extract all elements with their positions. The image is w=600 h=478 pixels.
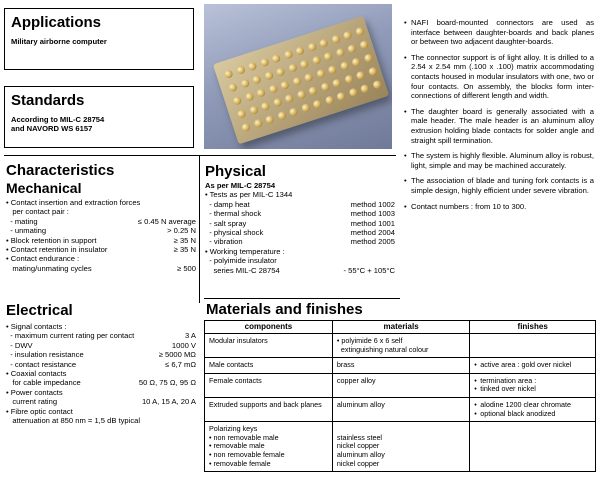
connector-pin	[284, 94, 294, 104]
connector-pin	[280, 80, 290, 90]
connector-pin	[275, 67, 285, 77]
column-header-components: components	[205, 321, 333, 334]
finish-cell	[470, 334, 596, 358]
physical-section	[205, 163, 395, 275]
connector-pin	[363, 53, 373, 63]
connector-pin	[312, 99, 322, 109]
cell-text: • non removable male	[209, 432, 279, 442]
spec-label: - contact resistance	[6, 359, 77, 369]
connector-pin	[372, 80, 382, 90]
connector-pin	[235, 65, 245, 75]
spec-label: for cable impedance	[6, 378, 81, 388]
spec-label: - vibration	[205, 237, 243, 247]
standards-line-1: According to MIL-C 28754	[11, 115, 105, 124]
connector-pin	[342, 30, 352, 40]
connector-pin	[248, 105, 258, 115]
connector-pin	[367, 66, 377, 76]
cell-text: • active area : gold over nickel	[474, 361, 591, 370]
feature-item: • Contact numbers : from 10 to 300.	[404, 202, 594, 212]
connector-pin	[241, 122, 251, 132]
spec-line	[205, 200, 395, 209]
applications-text: Military airborne computer	[11, 37, 107, 46]
column-header-materials: materials	[332, 321, 469, 334]
spec-line	[205, 247, 395, 256]
spec-value: - 55°C + 105°C	[343, 265, 395, 275]
connector-pin	[224, 69, 234, 79]
connector-pin	[244, 92, 254, 102]
standards-heading: Standards	[11, 92, 85, 109]
cell-text: extinguishing natural colour	[336, 344, 429, 354]
spec-label: - thermal shock	[205, 209, 262, 219]
spec-value: method 2005	[350, 237, 395, 247]
connector-pin	[300, 103, 310, 113]
physical-subheading: As per MIL-C 28754	[205, 181, 276, 190]
connector-pin	[265, 115, 275, 125]
cell-text: brass	[336, 360, 355, 370]
applications-box	[4, 8, 194, 70]
spec-line	[6, 360, 196, 369]
cell-text: Modular insulators	[209, 336, 268, 345]
component-cell	[205, 334, 333, 358]
cell-text: copper alloy	[336, 375, 376, 385]
connector-pin	[237, 109, 247, 119]
feature-list	[404, 18, 594, 217]
cell-text: • alodine 1200 clear chromate	[474, 401, 591, 410]
spec-label: per contact pair :	[6, 207, 69, 217]
spec-label: current rating	[6, 397, 58, 407]
connector-pin	[359, 40, 369, 50]
feature-item: • The connector support is of light alloy. It is drilled to a 2.54 x 2.54 mm (.100 x .100) matrix accommodating contacts housed in modular insulators with one, two or four contacts. On assembly, the blocks form inter-connections of different length and width.	[404, 53, 594, 101]
material-cell	[332, 422, 469, 472]
connector-pin	[323, 51, 333, 61]
physical-heading: Physical	[205, 163, 266, 180]
material-cell	[332, 334, 469, 358]
spec-line	[205, 266, 395, 275]
connector-pin	[331, 34, 341, 44]
connector-pin	[308, 86, 318, 96]
spec-value: ≤ 0.45 N average	[137, 216, 196, 226]
mechanical-spec-list	[6, 198, 196, 273]
material-cell	[332, 358, 469, 374]
connector-pin	[288, 107, 298, 117]
spec-line	[205, 190, 395, 199]
characteristics-section	[6, 162, 196, 273]
table-row	[205, 373, 596, 397]
cell-text: • removable female	[209, 458, 271, 468]
column-header-finishes: finishes	[470, 321, 596, 334]
spec-value: ≥ 35 N	[173, 245, 196, 255]
connector-pin	[228, 82, 238, 92]
connector-photo	[204, 4, 392, 149]
applications-heading: Applications	[11, 14, 102, 31]
spec-label: • Signal contacts :	[6, 322, 67, 331]
cell-text: • optional black anodized	[474, 410, 591, 419]
spec-line	[205, 237, 395, 246]
spec-label: - mating	[6, 216, 38, 226]
spec-value: 50 Ω, 75 Ω, 95 Ω	[138, 378, 196, 388]
spec-value: method 1002	[350, 199, 395, 209]
connector-pin	[252, 75, 262, 85]
spec-label: • Working temperature :	[205, 246, 285, 256]
spec-label: - polyimide insulator	[205, 256, 277, 266]
connector-pin	[320, 82, 330, 92]
spec-value: 1000 V	[171, 340, 196, 350]
materials-rule	[204, 298, 400, 299]
spec-label: • Contact retention in insulator	[6, 245, 108, 255]
connector-pin	[335, 48, 345, 58]
spec-line	[6, 397, 196, 406]
finish-cell	[470, 422, 596, 472]
cell-text: aluminum alloy	[336, 449, 385, 459]
spec-line	[6, 369, 196, 378]
connector-pin	[259, 57, 269, 67]
connector-pin	[232, 96, 242, 106]
spec-line	[6, 226, 196, 235]
connector-pin	[277, 111, 287, 121]
physical-spec-list	[205, 190, 395, 275]
spec-value: method 1003	[350, 209, 395, 219]
connector-pin	[339, 61, 349, 71]
table-row	[205, 422, 596, 472]
connector-pin	[336, 91, 346, 101]
connector-pin	[354, 27, 364, 37]
feature-item: • The association of blade and tuning fork contacts is a simple design, highly efficient under severe vibration.	[404, 176, 594, 195]
spec-line	[205, 209, 395, 218]
spec-line	[6, 388, 196, 397]
connector-pin	[240, 78, 250, 88]
spec-line	[6, 341, 196, 350]
spec-line	[6, 198, 196, 207]
spec-line	[6, 416, 196, 425]
connector-pin	[324, 95, 334, 105]
connector-pin	[247, 61, 257, 71]
connector-pin	[360, 84, 370, 94]
spec-line	[6, 378, 196, 387]
table-row	[205, 397, 596, 421]
cell-text: Extruded supports and back planes	[209, 399, 322, 409]
connector-pin	[315, 69, 325, 79]
spec-line	[6, 245, 196, 254]
cell-text: • polyimide 6 x 6 self	[336, 336, 403, 345]
characteristics-heading: Characteristics	[6, 162, 115, 179]
cell-text: stainless steel	[336, 432, 383, 442]
spec-value: 3 A	[185, 331, 196, 341]
spec-line	[205, 219, 395, 228]
cell-text: • tinked over nickel	[474, 385, 591, 394]
spec-label: • Coaxial contacts	[6, 369, 67, 379]
connector-pin	[287, 63, 297, 73]
feature-item: • The system is highly flexible. Aluminum alloy is robust, light, simple and may be machined accurately.	[404, 151, 594, 170]
spec-label: - insulation resistance	[6, 350, 84, 360]
connector-pin	[283, 50, 293, 60]
connector-pin	[296, 90, 306, 100]
connector-pin	[256, 88, 266, 98]
component-cell	[205, 422, 333, 472]
spec-label: • Contact endurance :	[6, 254, 80, 264]
table-row	[205, 334, 596, 358]
spec-label: - damp heat	[205, 199, 250, 209]
material-cell	[332, 397, 469, 421]
electrical-heading: Electrical	[6, 302, 73, 319]
spec-value: ≥ 35 N	[173, 235, 196, 245]
connector-pin	[304, 72, 314, 82]
connector-pin	[327, 65, 337, 75]
component-cell	[205, 373, 333, 397]
materials-heading: Materials and finishes	[206, 301, 363, 318]
cell-text: aluminum alloy	[336, 399, 385, 409]
spec-line	[6, 254, 196, 263]
spec-value: ≤ 6,7 mΩ	[165, 359, 196, 369]
spec-value: method 1001	[350, 218, 395, 228]
connector-pin	[264, 71, 274, 81]
electrical-section	[6, 302, 196, 425]
cell-text: nickel copper	[336, 441, 380, 451]
spec-label: • Block retention in support	[6, 235, 97, 245]
cell-text: Female contacts	[209, 375, 262, 385]
connector-pin	[295, 46, 305, 56]
connector-pin	[311, 55, 321, 65]
spec-label: - maximum current rating per contact	[6, 331, 135, 341]
finish-cell	[470, 373, 596, 397]
spec-label: mating/unmating cycles	[6, 263, 92, 273]
spec-line	[205, 228, 395, 237]
spec-line	[205, 256, 395, 265]
spec-label: - DWV	[6, 340, 33, 350]
material-cell	[332, 373, 469, 397]
spec-value: method 2004	[350, 228, 395, 238]
mechanical-heading: Mechanical	[6, 180, 82, 196]
connector-pin	[271, 54, 281, 64]
spec-line	[6, 217, 196, 226]
spec-line	[6, 322, 196, 331]
connector-pin	[332, 78, 342, 88]
spec-line	[6, 350, 196, 359]
spec-label: series MIL-C 28754	[205, 265, 280, 275]
finish-cell	[470, 358, 596, 374]
connector-pin	[268, 84, 278, 94]
spec-value: > 0.25 N	[167, 226, 196, 236]
connector-pin	[348, 88, 358, 98]
connector-pin	[260, 101, 270, 111]
connector-pin	[299, 59, 309, 69]
cell-text: Polarizing keys	[209, 424, 258, 434]
spec-label: attenuation at 850 nm = 1,5 dB typical	[6, 416, 141, 426]
cell-text: nickel copper	[336, 458, 380, 468]
spec-label: • Tests as per MIL-C 1344	[205, 190, 293, 200]
materials-table	[204, 320, 596, 472]
connector-pin	[272, 97, 282, 107]
spec-label: • Fibre optic contact	[6, 406, 73, 416]
cell-text: Male contacts	[209, 360, 254, 370]
connector-pin	[307, 42, 317, 52]
spec-label: - physical shock	[205, 228, 264, 238]
cell-text: • removable male	[209, 441, 265, 451]
connector-pin	[292, 76, 302, 86]
component-cell	[205, 358, 333, 374]
cell-text: • non removable female	[209, 449, 285, 459]
standards-box	[4, 86, 194, 148]
component-cell	[205, 397, 333, 421]
spec-label: • Power contacts	[6, 387, 63, 397]
connector-pin	[253, 118, 263, 128]
table-row	[205, 358, 596, 374]
connector-pin	[319, 38, 329, 48]
connector-pin	[344, 74, 354, 84]
feature-item: • NAFI board-mounted connectors are used as interface between daughter-boards and back planes or between two adjacent daughter-boards.	[404, 18, 594, 47]
spec-line	[6, 264, 196, 273]
spec-value: ≥ 5000 MΩ	[158, 350, 196, 360]
spec-line	[6, 236, 196, 245]
spec-line	[6, 207, 196, 216]
spec-line	[6, 407, 196, 416]
electrical-spec-list	[6, 322, 196, 425]
spec-value: 10 A, 15 A, 20 A	[141, 397, 196, 407]
connector-pin	[347, 44, 357, 54]
cell-text: • termination area :	[474, 377, 591, 386]
connector-pin	[351, 57, 361, 67]
spec-label: • Contact insertion and extraction forces	[6, 198, 141, 207]
spec-label: - unmating	[6, 226, 47, 236]
finish-cell	[470, 397, 596, 421]
column-divider	[199, 155, 200, 303]
spec-line	[6, 331, 196, 340]
standards-line-2: and NAVORD WS 6157	[11, 124, 93, 134]
feature-item: • The daughter board is generally associated with a male header. The male header is an aluminum alloy extrusion holding blade contacts for solder angle and straight spill termination.	[404, 107, 594, 145]
section-divider	[4, 155, 396, 156]
spec-label: - salt spray	[205, 218, 247, 228]
connector-pin	[355, 70, 365, 80]
spec-value: ≥ 500	[177, 263, 196, 273]
